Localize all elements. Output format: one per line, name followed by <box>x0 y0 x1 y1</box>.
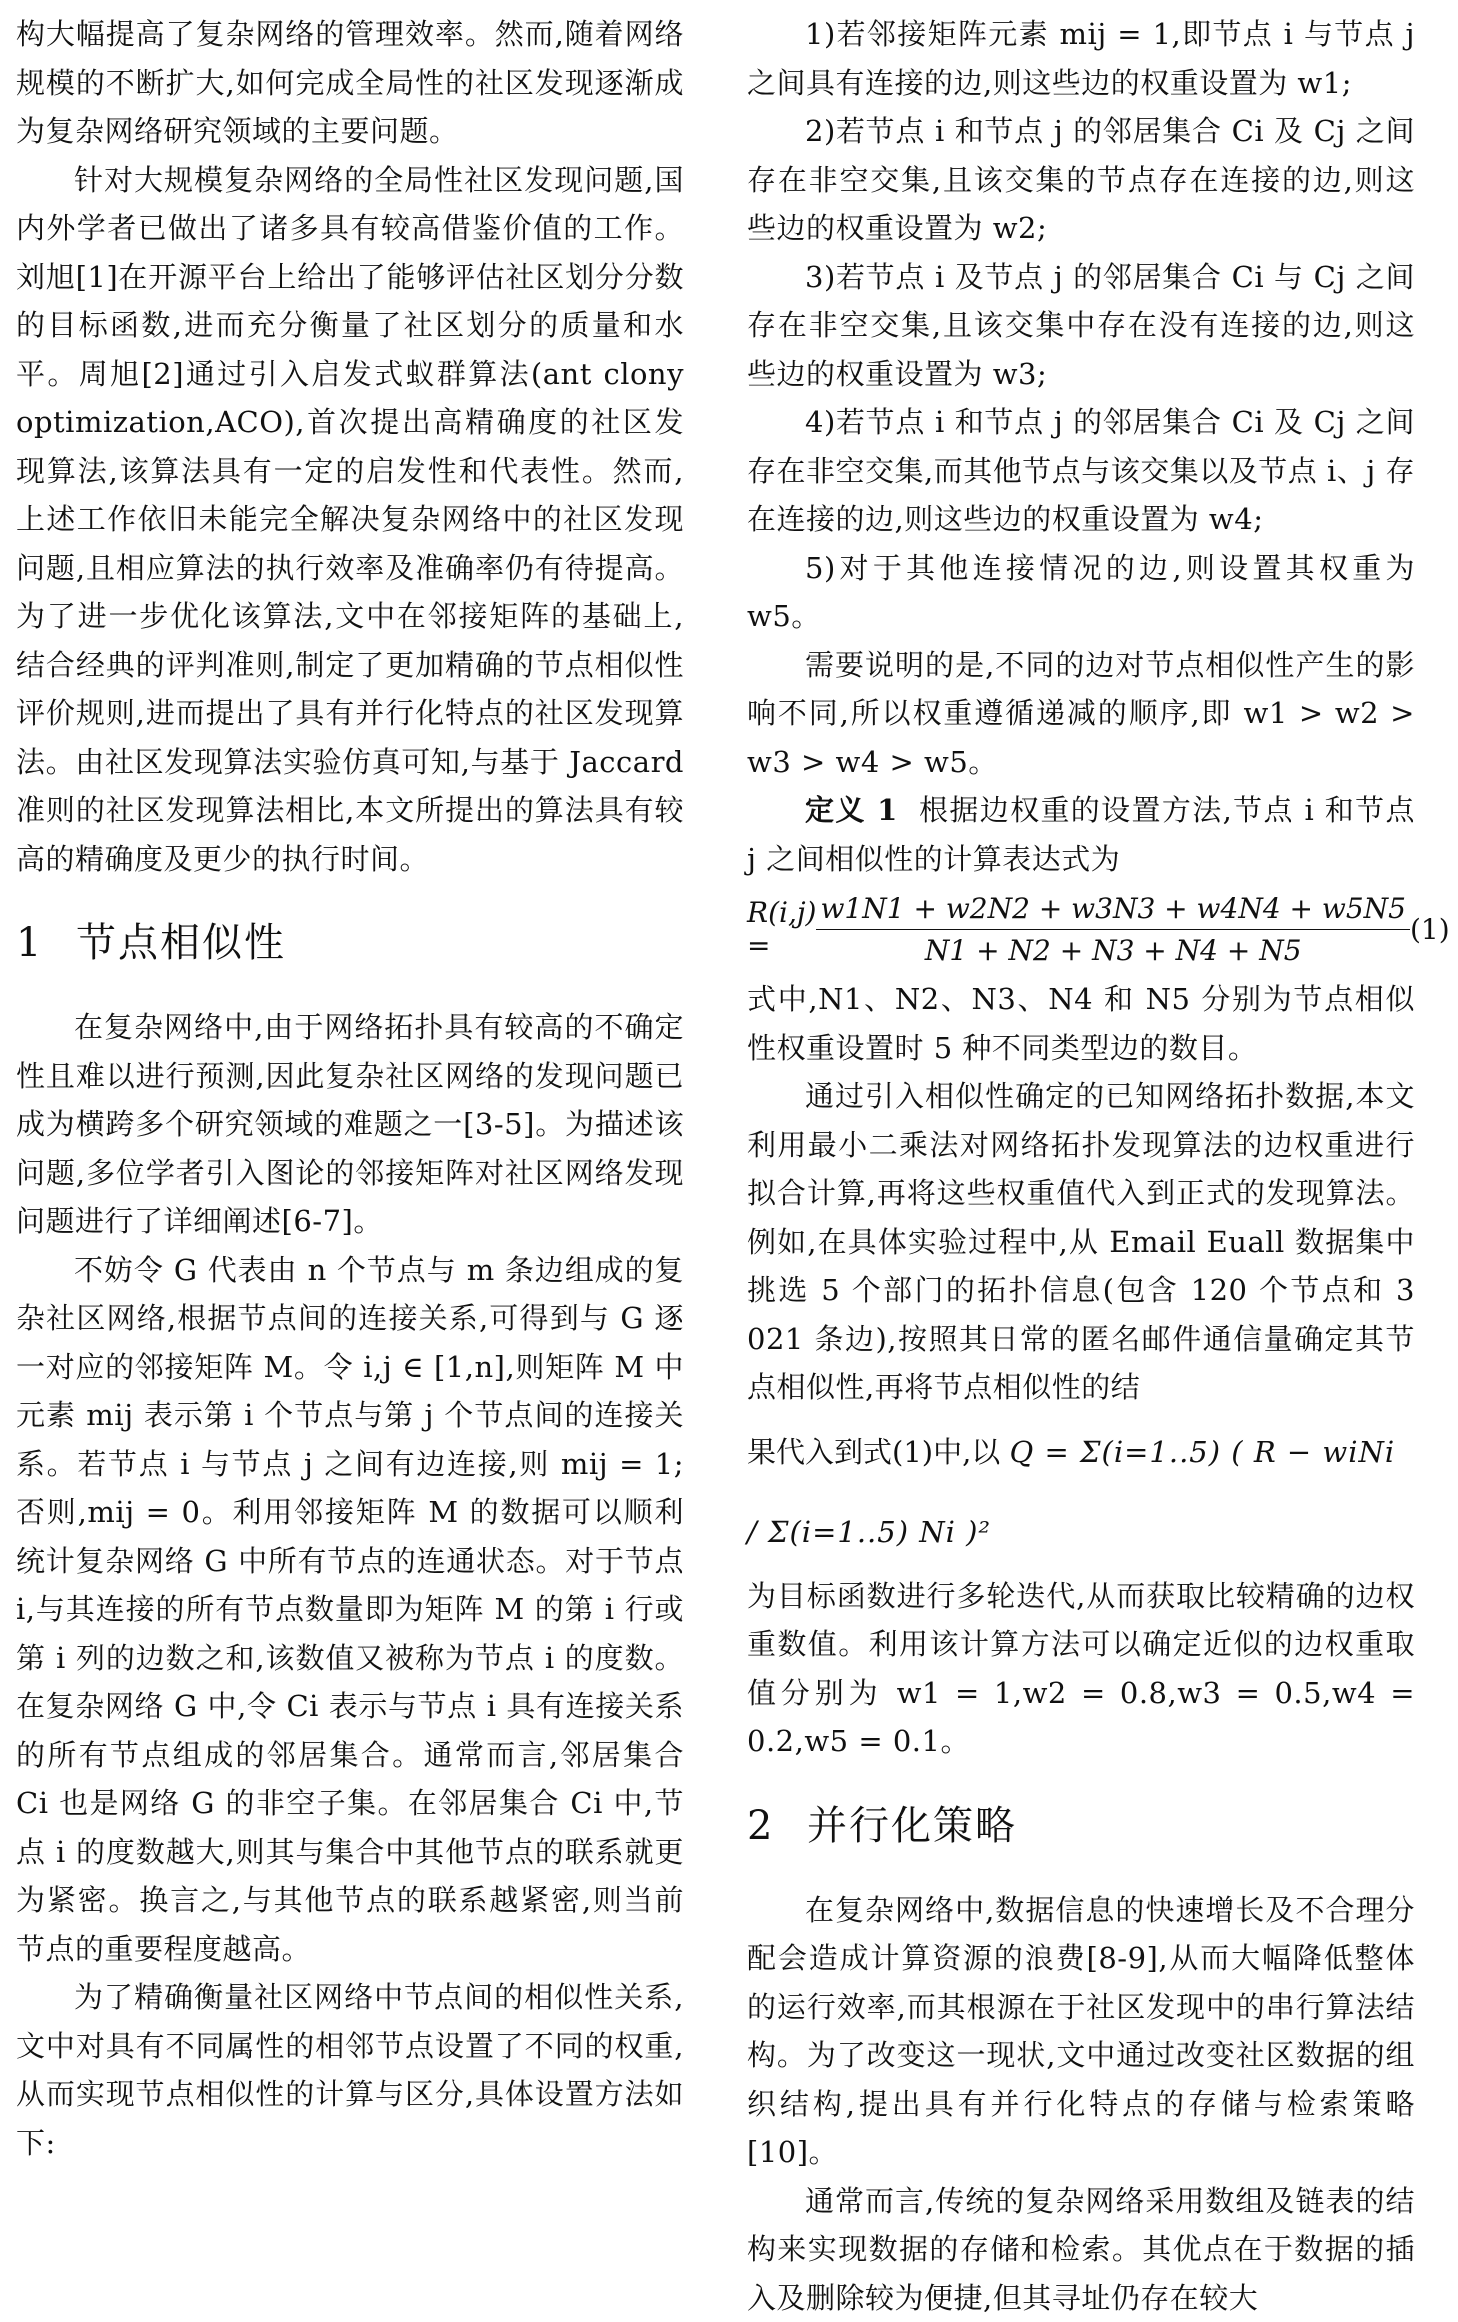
weight-rule-4: 4)若节点 i 和节点 j 的邻居集合 Ci 及 Cj 之间存在非空交集,而其他节点与该交集以及节点 i、j 存在连接的边,则这些边的权重设置为 w4; <box>747 398 1415 544</box>
objective-formula: Q = Σ(i=1..5) ( R − wiNi / Σ(i=1..5) Ni )² <box>747 1435 1395 1549</box>
weight-rule-3: 3)若节点 i 及节点 j 的邻居集合 Ci 与 Cj 之间存在非空交集,且该交集中存在没有连接的边,则这些边的权重设置为 w3; <box>747 253 1415 399</box>
section-1-paragraph: 不妨令 G 代表由 n 个节点与 m 条边组成的复杂社区网络,根据节点间的连接关系,可得到与 G 逐一对应的邻接矩阵 M。令 i,j ∈ [1,n],则矩阵 M 中元素 mij 表示第 i 个节点与第 j 个节点间的连接关系。若节点 i 与节点 j 之间有边连接,则 mij = 1;否则,mij = 0。利用邻接矩阵 M 的数据可以顺利统计复杂网络 G 中所有节点的连通状态。对于节点 i,与其连接的所有节点数量即为矩阵 M 的第 i 行或第 i 列的边数之和,该数值又被称为节点 i 的度数。在复杂网络 G 中,令 Ci 表示与节点 i 具有连接关系的所有节点组成的邻居集合。通常而言,邻居集合 Ci 也是网络 G 的非空子集。在邻居集合 Ci 中,节点 i 的度数越大,则其与集合中其他节点的联系就更为紧密。换言之,与其他节点的联系越紧密,则当前节点的重要程度越高。 <box>16 1246 684 1974</box>
equation-explanation: 式中,N1、N2、N3、N4 和 N5 分别为节点相似性权重设置时 5 种不同类型边的数目。 <box>747 975 1415 1072</box>
related-work-paragraph: 针对大规模复杂网络的全局性社区发现问题,国内外学者已做出了诸多具有较高借鉴价值的工作。刘旭[1]在开源平台上给出了能够评估社区划分分数的目标函数,进而充分衡量了社区划分的质量和水平。周旭[2]通过引入启发式蚁群算法(ant clony optimization,ACO),首次提出高精确度的社区发现算法,该算法具有一定的启发性和代表性。然而,上述工作依旧未能完全解决复杂网络中的社区发现问题,且相应算法的执行效率及准确率仍有待提高。为了进一步优化该算法,文中在邻接矩阵的基础上,结合经典的评判准则,制定了更加精确的节点相似性评价规则,进而提出了具有并行化特点的社区发现算法。由社区发现算法实验仿真可知,与基于 Jaccard 准则的社区发现算法相比,本文所提出的算法具有较高的精确度及更少的执行时间。 <box>16 156 684 884</box>
section-1-paragraph: 为了精确衡量社区网络中节点间的相似性关系,文中对具有不同属性的相邻节点设置了不同的权重,从而实现节点相似性的计算与区分,具体设置方法如下: <box>16 1973 684 2167</box>
section-2-paragraph: 在复杂网络中,数据信息的快速增长及不合理分配会造成计算资源的浪费[8-9],从而大幅降低整体的运行效率,而其根源在于社区发现中的串行算法结构。为了改变这一现状,文中通过改变社区数据的组织结构,提出具有并行化特点的存储与检索策略[10]。 <box>747 1886 1415 2177</box>
definition-1 <box>747 786 1415 883</box>
right-column <box>747 10 1415 2322</box>
definition-label: 定义 1 <box>805 793 898 827</box>
equation-number: (1) <box>1410 913 1458 946</box>
definition-text: 根据边权重的设置方法,节点 i 和节点 j 之间相似性的计算表达式为 <box>747 793 1415 876</box>
weight-rule-5: 5)对于其他连接情况的边,则设置其权重为 w5。 <box>747 544 1415 641</box>
section-2-heading <box>747 1800 1415 1852</box>
objective-function-line <box>747 1412 1415 1572</box>
equation-denominator: N1 + N2 + N3 + N4 + N5 <box>921 930 1306 967</box>
weight-order-note: 需要说明的是,不同的边对节点相似性产生的影响不同,所以权重遵循递减的顺序,即 w1 > w2 > w3 > w4 > w5。 <box>747 641 1415 787</box>
objective-prefix: 果代入到式(1)中,以 <box>747 1435 1010 1469</box>
equation-fraction <box>816 892 1410 967</box>
section-2-number: 2 <box>747 1800 807 1852</box>
equation-1 <box>747 889 1415 969</box>
intro-paragraph: 构大幅提高了复杂网络的管理效率。然而,随着网络规模的不断扩大,如何完成全局性的社区发现逐渐成为复杂网络研究领域的主要问题。 <box>16 10 684 156</box>
equation-numerator: w1N1 + w2N2 + w3N3 + w4N4 + w5N5 <box>816 892 1410 930</box>
section-1-paragraph: 在复杂网络中,由于网络拓扑具有较高的不确定性且难以进行预测,因此复杂社区网络的发现问题已成为横跨多个研究领域的难题之一[3-5]。为描述该问题,多位学者引入图论的邻接矩阵对社区网络发现问题进行了详细阐述[6-7]。 <box>16 1003 684 1246</box>
weight-rule-1: 1)若邻接矩阵元素 mij = 1,即节点 i 与节点 j 之间具有连接的边,则这些边的权重设置为 w1; <box>747 10 1415 107</box>
weight-rule-2: 2)若节点 i 和节点 j 的邻居集合 Ci 及 Cj 之间存在非空交集,且该交集的节点存在连接的边,则这些边的权重设置为 w2; <box>747 107 1415 253</box>
section-2-paragraph: 通常而言,传统的复杂网络采用数组及链表的结构来实现数据的存储和检索。其优点在于数据的插入及删除较为便捷,但其寻址仍存在较大 <box>747 2177 1415 2322</box>
method-tail-paragraph: 为目标函数进行多轮迭代,从而获取比较精确的边权重数值。利用该计算方法可以确定近似的边权重取值分别为 w1 = 1,w2 = 0.8,w3 = 0.5,w4 = 0.2,w5 = 0.1。 <box>747 1572 1415 1766</box>
section-1-number: 1 <box>16 917 76 969</box>
section-2-title: 并行化策略 <box>807 1803 1017 1849</box>
section-1-heading <box>16 917 684 969</box>
left-column <box>16 10 684 2167</box>
equation-lhs: R(i,j) = <box>747 896 816 962</box>
method-paragraph: 通过引入相似性确定的已知网络拓扑数据,本文利用最小二乘法对网络拓扑发现算法的边权重进行拟合计算,再将这些权重值代入到正式的发现算法。例如,在具体实验过程中,从 Email Euall 数据集中挑选 5 个部门的拓扑信息(包含 120 个节点和 3 021 条边),按照其日常的匿名邮件通信量确定其节点相似性,再将节点相似性的结 <box>747 1072 1415 1412</box>
section-1-title: 节点相似性 <box>76 920 286 966</box>
